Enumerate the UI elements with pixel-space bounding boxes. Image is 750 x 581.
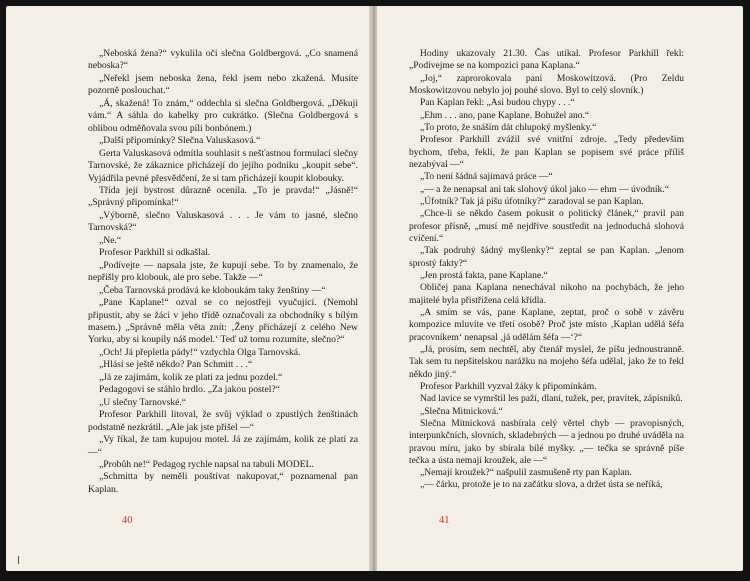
paragraph: „Hlásí se ještě někdo? Pan Schmitt . . .“	[99, 359, 253, 371]
paragraph: „Já, prosím, sem nechtěl, aby čtenář myslel, že píšu jednoustranně. Tak sem tu nepšitelskou narážku na mojeho šéfa udělal, jako že to řekl někdo jiný.“	[409, 343, 684, 380]
paragraph: „To není šádná sajímavá práce —“	[420, 171, 553, 183]
left-page-text	[88, 48, 358, 496]
paragraph: „Další připomínky? Slečna Valuskasová.“	[99, 135, 261, 147]
paragraph: „Pane Kaplane!“ ozval se co nejostřeji vyučující. (Nemohl připustit, aby se žáci v jeho třídě označovali za obchodníky s bílým masem.) „Správně měla věta znít: ‚Ženy přicházejí z celého New Yorku, aby si koupily náš model.‘ Teď už tomu rozumíte, slečno?“	[88, 297, 358, 346]
left-page	[6, 6, 371, 571]
paragraph: „Neboská žena?“ vykulila oči slečna Goldbergová. „Co snamená neboska?“	[88, 48, 358, 72]
paragraph: „Ne.“	[99, 234, 122, 246]
paragraph: „U slečny Tarnovské.“	[99, 396, 187, 408]
paragraph: Hodiny ukazovaly 21.30. Čas utíkal. Profesor Parkhill řekl: „Podívejme se na kompozici pana Kaplana.“	[409, 48, 684, 72]
paragraph: „Ehm . . . ano, pane Kaplane. Bohužel ano.“	[420, 109, 590, 121]
paragraph: „Nemají kroužek?“ našpulil zasmušeně rty pan Kaplan.	[420, 467, 632, 479]
paragraph: Pedagogovi se stáhlo hrdlo. „Za jakou postel?“	[99, 384, 280, 396]
paragraph: „Úfotník? Tak já píšu úfotníky?“ zaradoval se pan Kaplan.	[420, 195, 644, 207]
paragraph: Nad lavice se vymrštil les paží, dlaní, tužek, per, pravítek, zápisníků.	[420, 393, 683, 405]
paragraph: „— čárku, protože je to na začátku slova, a držet ústa se neříká,	[420, 479, 663, 491]
paragraph: Třída její bystrost důrazně ocenila. „To je pravda!“ „Jásně!“ „Správný připomínka!“	[88, 184, 358, 209]
paragraph: „— a že nenapsal ani tak slohový úkol jako — ehm — úvodník.“	[420, 183, 669, 195]
paragraph: Gerta Valuskasová odmítla souhlasit s nešťastnou formulací slečny Tarnovské, že zákaznice přicházejí do jejího podniku „koupit sebe“. Vyjádřila pevné přesvědčení, že si tam přicházejí koupit klobouky.	[88, 147, 358, 184]
paragraph: „Joj,“ zaprorokovala paní Moskowitzová. (Pro Zeldu Moskowitzovou nebylo joj pouhé slovo. Byl to celý slovník.)	[409, 72, 684, 96]
paragraph: Obličej pana Kaplana nenechával nikoho na pochybách, že jeho majitelé byla přistřižena celá křídla.	[409, 282, 684, 306]
page-number: 41	[439, 515, 450, 526]
paragraph: Profesor Parkhill zvážil své vnitřní zdroje. „Tedy především bychom, třeba, řekli, že pan Kaplan se popisem své práce příliš nezabýval —“	[409, 134, 684, 170]
paragraph: Profesor Parkhill litoval, že svůj výklad o zpustlých ženštinách podstatně nezkrátil. „Ale jak jste přišel —“	[88, 409, 358, 433]
paragraph: „Á, skažená! To znám,“ oddechla si slečna Goldbergová. „Děkuji vám.“ A sáhla do kabelky pro cukrátko. (Slečna Goldbergová s oblibou odměňovala svou píli bonbónem.)	[88, 97, 358, 134]
paragraph: „To proto, že snáším dát chlupoký myšlenky.“	[420, 121, 597, 133]
paragraph: „Schmitta by neměli pouštívat nakupovat,“ poznamenal pan Kaplan.	[88, 471, 358, 495]
paragraph: „Chce-li se někdo časem pokusit o politický článek,“ pravil pan profesor přísně, „musí mě nejdříve soustředit na jednoduchá slohová cvičení.“	[409, 208, 684, 244]
right-page-text	[409, 48, 684, 492]
paragraph: „Probůh ne!“ Pedagog rychle napsal na tabuli MODEL.	[99, 458, 314, 470]
paragraph: „A smím se vás, pane Kaplane, zeptat, proč o sobě v závěru kompozice mluvíte ve třetí osobě? Proč jste místo ‚Kaplan udělá šéfa pracovníkem‘ nenapsal ‚já udělám šéfa —‘?“	[409, 306, 684, 343]
paragraph: „Slečna Mitnicková.“	[420, 405, 503, 417]
paragraph: „Čeba Tarnovská prodává ke kloboukám taky ženštiny —“	[99, 284, 326, 296]
paragraph: Pan Kaplan řekl: „Asi budou chypy . . .“	[420, 97, 575, 109]
paragraph: „Neřekl jsem neboska žena, řekl jsem nebo zkažená. Musíte pozorně poslouchat.“	[88, 72, 358, 97]
paragraph: „Vy říkal, že tam kupujou motel. Já ze zajímám, kolik ze platí za —“	[88, 434, 358, 458]
page-number: 40	[122, 515, 133, 526]
paragraph: „Jen prostá fakta, pane Kaplane.“	[420, 269, 548, 281]
paragraph: „Výborně, slečno Valuskasová . . . Je vám to jasné, slečno Tarnovská?“	[88, 209, 358, 234]
paragraph: „Já ze zajímám, kolik ze platí za jednu pozdel.“	[99, 371, 283, 383]
paragraph: Profesor Parkhill vyzval žáky k připomínkám.	[420, 380, 597, 392]
paragraph: Profesor Parkhill si odkašlal.	[99, 247, 211, 259]
paragraph: „Och! Já přepletla pády!“ vzdychla Olga Tarnovská.	[99, 346, 301, 358]
paragraph: „Podívejte — napsala jste, že kupují sebe. To by znamenalo, že nepřišly pro klobouk, ale pro sebe. Takže —“	[88, 259, 358, 284]
paragraph: „Tak podruhý šádný myšlenky?“ zeptal se pan Kaplan. „Jenom sprostý fakty?“	[409, 245, 684, 269]
margin-mark	[18, 556, 19, 564]
paragraph: Slečna Mitnicková nasbírala celý věrtel chyb — pravopisných, interpunkčních, slovních, skladebných — a jednou po druhé uváděla na pravou míru, jako by sbírala bílé myšky. „— tečka se správně píše tečka a ústa nemají kroužek, ale —“	[409, 417, 684, 466]
right-page	[377, 6, 743, 571]
